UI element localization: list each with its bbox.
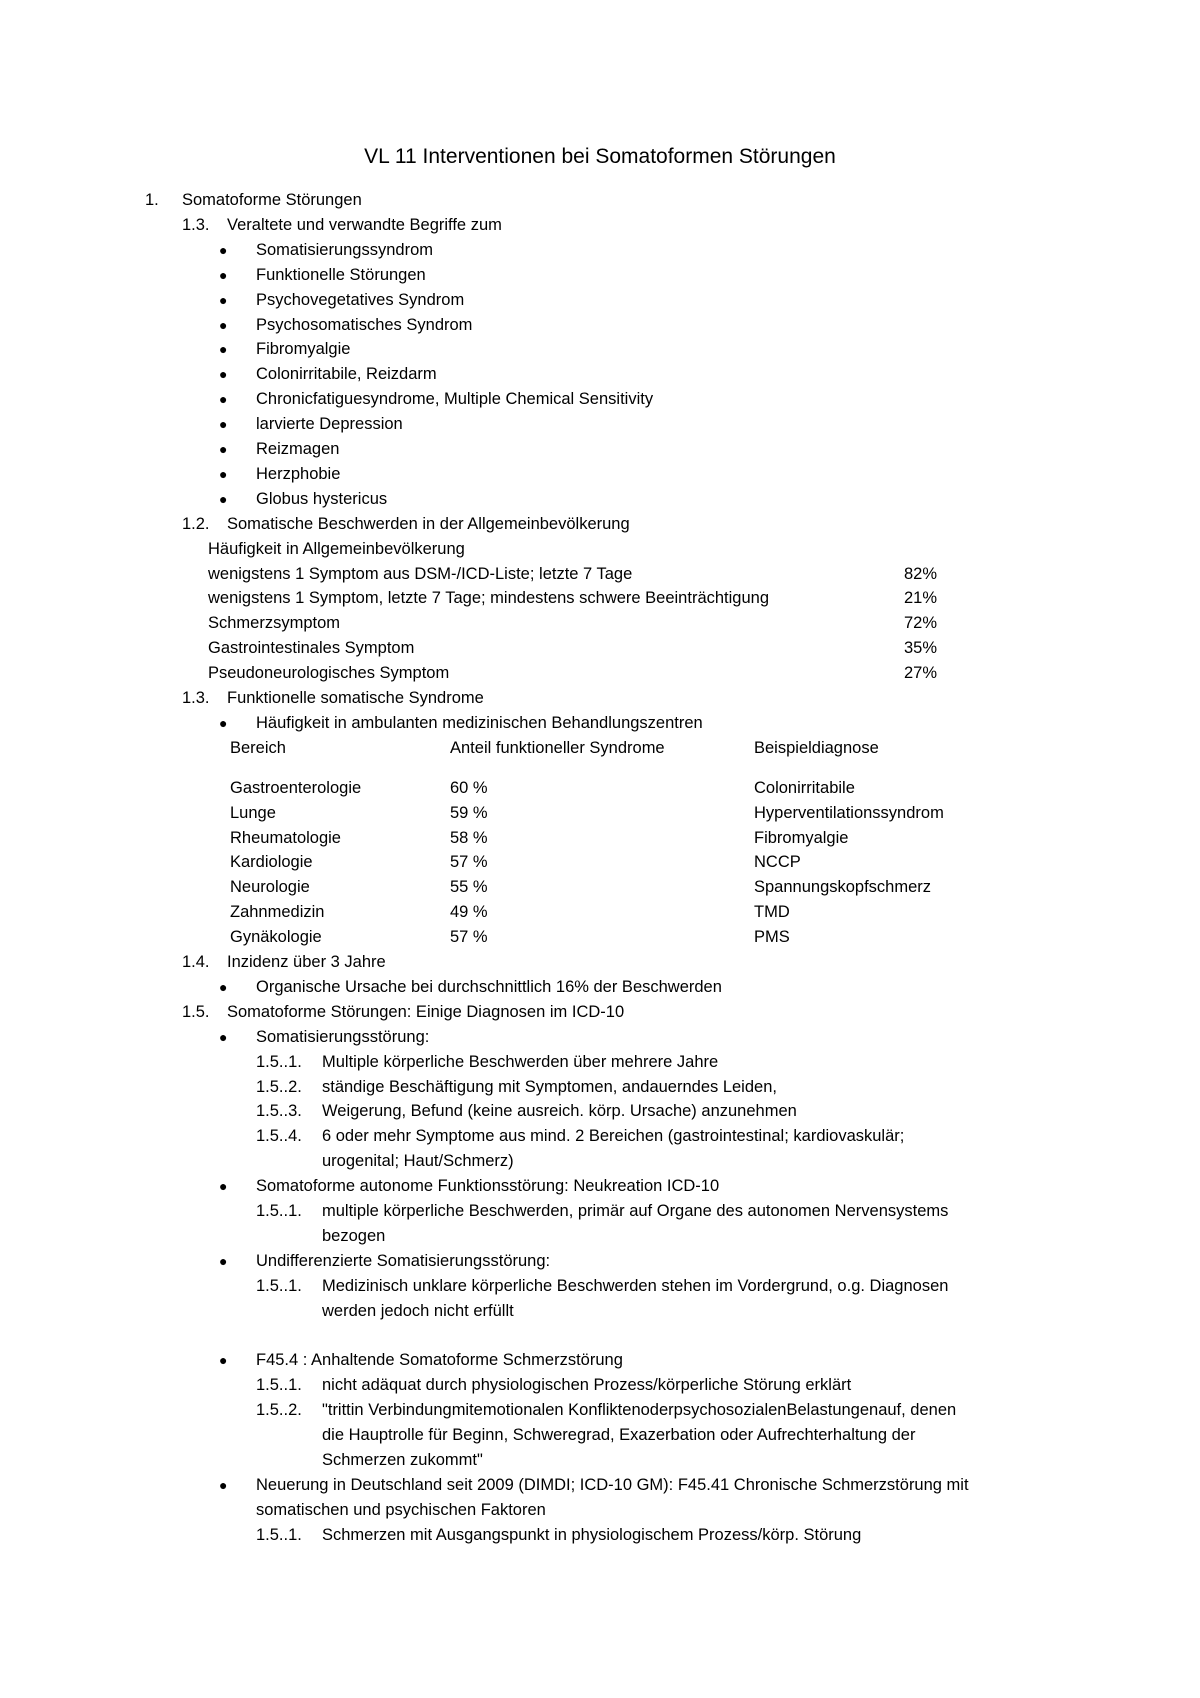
bullet-icon: ●	[219, 465, 228, 482]
bullet-icon: ●	[219, 316, 228, 333]
frequency-label: Schmerzsymptom	[208, 614, 341, 633]
frequency-value: 35%	[904, 639, 938, 658]
numbered-item	[0, 1224, 1200, 1249]
item-text: Schmerzen zukommt"	[322, 1451, 483, 1469]
item-number: 1.5..1.	[256, 1276, 302, 1295]
table-row	[0, 925, 1200, 950]
section-number: 1.	[145, 191, 159, 209]
bullet-icon: ●	[219, 1476, 228, 1493]
numbered-item	[0, 1199, 1200, 1224]
numbered-item	[0, 1050, 1200, 1075]
item-number: 1.5..1.	[256, 1202, 302, 1220]
bullet-text: Somatoforme autonome Funktionsstörung: Neukreation ICD-10	[256, 1177, 720, 1196]
frequency-label: Pseudoneurologisches Symptom	[208, 664, 450, 683]
section-1-3-b	[0, 686, 1200, 711]
bullet-text: Funktionelle Störungen	[256, 265, 426, 284]
section-heading: Inzidenz über 3 Jahre	[227, 953, 386, 971]
incidence-bullet	[0, 975, 1200, 1000]
numbered-item	[0, 1373, 1200, 1398]
term-item	[0, 437, 1200, 462]
table-cell: Gynäkologie	[230, 928, 322, 947]
item-text: Medizinisch unklare körperliche Beschwerden stehen im Vordergrund, o.g. Diagnosen	[322, 1276, 949, 1295]
table-cell: PMS	[754, 928, 790, 947]
term-item	[0, 288, 1200, 313]
frequency-value: 27%	[904, 664, 938, 683]
bullet-icon: ●	[219, 1352, 228, 1369]
bullet-text: Globus hystericus	[256, 489, 388, 508]
item-number: 1.5..2.	[256, 1077, 302, 1096]
bullet-text: Somatisierungsstörung:	[256, 1027, 430, 1046]
diagnosis-bullet	[0, 1249, 1200, 1274]
table-header-row	[0, 736, 1200, 761]
section-number: 1.5.	[182, 1002, 210, 1021]
table-cell: 57 %	[450, 928, 488, 947]
bullet-icon: ●	[219, 441, 228, 457]
diagnosis-bullet	[0, 1348, 1200, 1373]
bullet-icon: ●	[219, 490, 228, 507]
item-text: Multiple körperliche Beschwerden über mehrere Jahre	[322, 1052, 719, 1071]
bullet-icon: ●	[219, 241, 228, 258]
bullet-text: Herzphobie	[256, 464, 341, 483]
bullet-text: Psychovegetatives Syndrom	[256, 290, 465, 309]
item-number: 1.5..1.	[256, 1052, 302, 1071]
bullet-icon: ●	[219, 291, 228, 308]
item-text: die Hauptrolle für Beginn, Schweregrad, Exazerbation oder Aufrechterhaltung der	[322, 1426, 916, 1445]
bullet-text: Organische Ursache bei durchschnittlich 16% der Beschwerden	[256, 977, 722, 996]
table-cell: Rheumatologie	[230, 828, 341, 847]
bullet-icon: ●	[219, 1028, 228, 1045]
table-cell: Spannungskopfschmerz	[754, 878, 932, 897]
subheading: Häufigkeit in Allgemeinbevölkerung	[208, 539, 465, 558]
frequency-row	[0, 661, 1200, 686]
frequency-label: wenigstens 1 Symptom, letzte 7 Tage; mindestens schwere Beeinträchtigung	[208, 589, 769, 608]
table-header-cell: Anteil funktioneller Syndrome	[450, 738, 665, 757]
diagnosis-bullet	[0, 1025, 1200, 1050]
table-row	[0, 850, 1200, 875]
section-number: 1.3.	[182, 215, 210, 234]
numbered-item	[0, 1075, 1200, 1100]
table-cell: 57 %	[450, 853, 488, 872]
table-header-cell: Bereich	[230, 738, 286, 757]
frequency-row	[0, 636, 1200, 661]
table-row	[0, 900, 1200, 925]
term-item	[0, 462, 1200, 487]
table-row	[0, 875, 1200, 900]
numbered-item	[0, 1423, 1200, 1448]
item-text: "trittin Verbindungmitemotionalen KonfliktenoderpsychosozialenBelastungenauf, denen	[322, 1401, 957, 1420]
table-cell: Zahnmedizin	[230, 903, 325, 922]
term-item	[0, 337, 1200, 362]
frequency-label: Gastrointestinales Symptom	[208, 639, 415, 658]
bullet-icon: ●	[219, 714, 228, 731]
bullet-text: Psychosomatisches Syndrom	[256, 315, 473, 334]
numbered-item	[0, 1448, 1200, 1473]
bullet-text: larvierte Depression	[256, 415, 403, 434]
item-number: 1.5..3.	[256, 1102, 302, 1121]
bullet-icon: ●	[219, 978, 228, 995]
bullet-icon: ●	[219, 1252, 228, 1269]
table-cell: 59 %	[450, 803, 488, 822]
term-item	[0, 487, 1200, 512]
diagnosis-bullet	[0, 1473, 1200, 1498]
section-heading: Funktionelle somatische Syndrome	[227, 689, 484, 707]
item-text: multiple körperliche Beschwerden, primär auf Organe des autonomen Nervensystems	[322, 1202, 949, 1220]
bullet-text: Somatisierungssyndrom	[256, 240, 433, 259]
frequency-value: 72%	[904, 614, 938, 633]
frequency-value: 82%	[904, 564, 938, 583]
term-item	[0, 263, 1200, 288]
table-cell: Kardiologie	[230, 853, 313, 872]
table-cell: NCCP	[754, 853, 801, 872]
numbered-item	[0, 1299, 1200, 1324]
item-text: bezogen	[322, 1226, 386, 1245]
section-heading: Somatische Beschwerden in der Allgemeinbevölkerung	[227, 514, 630, 533]
term-item	[0, 412, 1200, 437]
frequency-row	[0, 611, 1200, 636]
item-text: nicht adäquat durch physiologischen Prozess/körperliche Störung erklärt	[322, 1376, 852, 1395]
section-1-3-a	[0, 213, 1200, 238]
table-cell: 60 %	[450, 778, 488, 797]
frequency-label: wenigstens 1 Symptom aus DSM-/ICD-Liste; letzte 7 Tage	[208, 564, 633, 583]
item-number: 1.5..4.	[256, 1127, 302, 1146]
bullet-icon: ●	[219, 1178, 228, 1195]
table-cell: Neurologie	[230, 878, 310, 897]
item-text: 6 oder mehr Symptome aus mind. 2 Bereichen (gastrointestinal; kardiovaskulär;	[322, 1127, 905, 1146]
table-header-cell: Beispieldiagnose	[754, 738, 879, 757]
document-title: VL 11 Interventionen bei Somatoformen Störungen	[364, 145, 836, 168]
frequency-row	[0, 562, 1200, 587]
term-item	[0, 362, 1200, 387]
bullet-text: Undifferenzierte Somatisierungsstörung:	[256, 1251, 551, 1270]
bullet-icon: ●	[219, 341, 228, 358]
bullet-icon: ●	[219, 366, 228, 383]
item-text: Schmerzen mit Ausgangspunkt in physiologischem Prozess/körp. Störung	[322, 1525, 862, 1544]
frequency-row	[0, 586, 1200, 611]
numbered-item	[0, 1099, 1200, 1124]
term-item	[0, 387, 1200, 412]
term-item	[0, 238, 1200, 263]
item-text: Weigerung, Befund (keine ausreich. körp. Ursache) anzunehmen	[322, 1102, 797, 1121]
section-number: 1.3.	[182, 689, 210, 707]
bullet-text: F45.4 : Anhaltende Somatoforme Schmerzstörung	[256, 1351, 623, 1370]
item-text: urogenital; Haut/Schmerz)	[322, 1152, 514, 1171]
bullet-text: Neuerung in Deutschland seit 2009 (DIMDI; ICD-10 GM): F45.41 Chronische Schmerzstörung mit	[256, 1475, 969, 1494]
table-cell: Gastroenterologie	[230, 778, 362, 797]
numbered-item	[0, 1398, 1200, 1423]
item-number: 1.5..1.	[256, 1525, 302, 1544]
section-heading: Somatoforme Störungen	[182, 191, 362, 209]
bullet-text: Fibromyalgie	[256, 340, 351, 359]
frequency-subheading	[0, 537, 1200, 562]
table-cell: Hyperventilationssyndrom	[754, 803, 944, 822]
bullet-continuation	[0, 1498, 1200, 1523]
section-1-5	[0, 1000, 1200, 1025]
table-cell: Colonirritabile	[754, 778, 855, 797]
bullet-text: Reizmagen	[256, 440, 340, 458]
item-number: 1.5..1.	[256, 1376, 302, 1395]
bullet-icon: ●	[219, 391, 228, 408]
numbered-item	[0, 1274, 1200, 1299]
section-heading: Somatoforme Störungen: Einige Diagnosen im ICD-10	[227, 1002, 625, 1021]
table-cell: TMD	[754, 903, 790, 922]
table-cell: 49 %	[450, 903, 488, 922]
item-text: ständige Beschäftigung mit Symptomen, andauerndes Leiden,	[322, 1077, 777, 1096]
table-cell: 58 %	[450, 828, 488, 847]
table-row	[0, 776, 1200, 801]
table-cell: Lunge	[230, 803, 276, 822]
item-number: 1.5..2.	[256, 1401, 302, 1420]
bullet-icon: ●	[219, 266, 228, 283]
numbered-item	[0, 1523, 1200, 1548]
bullet-text: Chronicfatiguesyndrome, Multiple Chemical Sensitivity	[256, 390, 654, 409]
section-1	[0, 188, 1200, 213]
treatment-centers-bullet	[0, 711, 1200, 736]
section-number: 1.4.	[182, 953, 210, 971]
bullet-icon: ●	[219, 416, 228, 433]
table-row	[0, 801, 1200, 826]
bullet-text: Häufigkeit in ambulanten medizinischen Behandlungszentren	[256, 713, 703, 732]
term-item	[0, 313, 1200, 338]
table-row	[0, 826, 1200, 851]
section-number: 1.2.	[182, 514, 210, 533]
item-text: werden jedoch nicht erfüllt	[322, 1301, 514, 1320]
table-cell: Fibromyalgie	[754, 828, 849, 847]
bullet-text: Colonirritabile, Reizdarm	[256, 365, 437, 384]
section-1-4	[0, 950, 1200, 975]
diagnosis-bullet	[0, 1174, 1200, 1199]
section-1-2	[0, 512, 1200, 537]
table-cell: 55 %	[450, 878, 488, 897]
numbered-item	[0, 1149, 1200, 1174]
bullet-text: somatischen und psychischen Faktoren	[256, 1500, 546, 1519]
numbered-item	[0, 1124, 1200, 1149]
frequency-value: 21%	[904, 589, 938, 608]
section-heading: Veraltete und verwandte Begriffe zum	[227, 215, 502, 234]
